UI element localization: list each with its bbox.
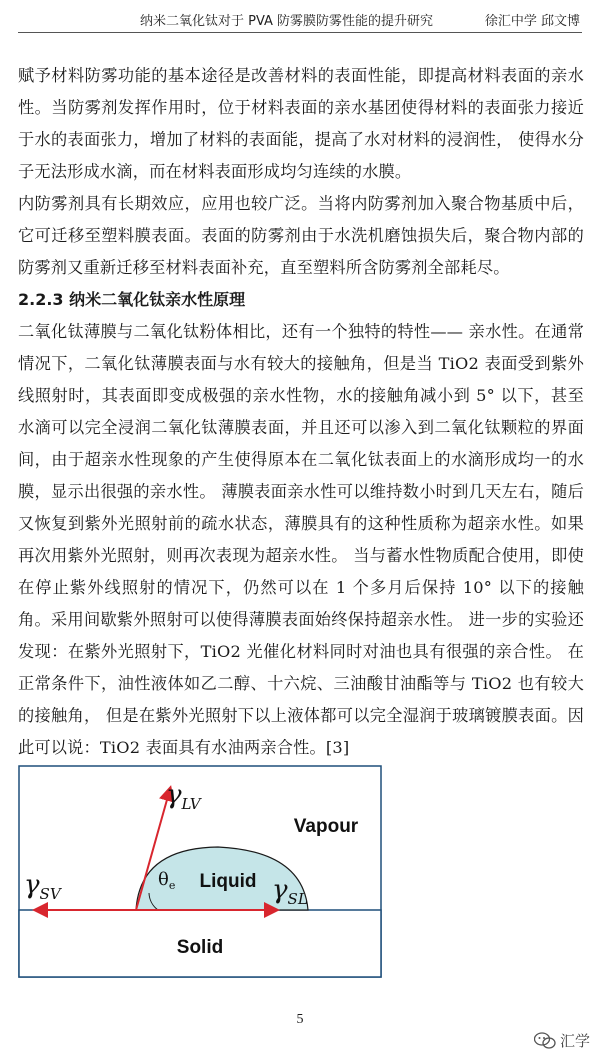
- page-number: 5: [296, 1012, 304, 1027]
- paragraph-tio2-principle: 二氧化钛薄膜与二氧化钛粉体相比，还有一个独特的特性—— 亲水性。在通常情况下，二氧化钛薄膜表面与水有较大的接触角，但是当 TiO2 表面受到紫外线照射时，其表面即变成极强的亲水性物，水的接触角减小到 5° 以下，甚至水滴可以完全浸润二氧化钛薄膜表面，并且还可以渗入到二氧化钛颗粒的界面间，由于超亲水性现象的产生使得原本在二氧化钛表面上的水滴形成均一的水膜，显示出很强的亲水性。 薄膜表面亲水性可以维持数小时到几天左右，随后又恢复到紫外光照射前的疏水状态，薄膜具有的这种性质称为超亲水性。如果再次用紫外光照射，则再次表现为超亲水性。 当与蓄水性物质配合使用，即使在停止紫外线照射的情况下，仍然可以在 1 个多月后保持 10° 以下的接触角。采用间歇紫外照射可以使得薄膜表面始终保持超亲水性。 进一步的实验还发现：在紫外光照射下，TiO2 光催化材料同时对油也具有很强的亲合性。 在正常条件下，油性液体如乙二醇、十六烷、三油酸甘油酯等与 TiO2 也有较大的接触角， 但是在紫外光照射下以上液体都可以完全湿润于玻璃镀膜表面。因此可以说：TiO2 表面具有水油两亲合性。[3]: [18, 322, 584, 757]
- section-heading: 2.2.3 纳米二氧化钛亲水性原理: [18, 290, 246, 309]
- gamma-sl-subscript: SL: [287, 890, 308, 908]
- contact-angle-diagram: [18, 765, 382, 978]
- gamma-sv-subscript: SV: [39, 885, 61, 903]
- header-author: 徐汇中学 邱文博: [484, 14, 580, 29]
- gamma-sl-symbol: γ: [272, 875, 288, 905]
- watermark: [534, 1030, 590, 1051]
- chat-bubble-icon: [534, 1032, 556, 1050]
- paragraph-internal-antifog: 内防雾剂具有长期效应，应用也较广泛。当将内防雾剂加入聚合物基质中后，它可迁移至塑料膜表面。表面的防雾剂由于水洗机磨蚀损失后，聚合物内部的防雾剂又重新迁移至材料表面补充，直至塑料所含防雾剂全部耗尽。: [18, 194, 584, 277]
- gamma-sv-symbol: γ: [24, 870, 40, 900]
- document-body: [18, 60, 584, 764]
- page-header: [18, 6, 582, 33]
- vapour-label: Vapour: [293, 816, 359, 837]
- solid-label: Solid: [176, 937, 224, 958]
- watermark-text: 汇学: [559, 1032, 590, 1050]
- paragraph-hydrophilic-surface: 赋予材料防雾功能的基本途径是改善材料的表面性能，即提高材料表面的亲水性。当防雾剂发挥作用时，位于材料表面的亲水基团使得材料的表面张力接近于水的表面张力，增加了材料的表面能，提高了水对材料的浸润性， 使得水分子无法形成水滴，而在材料表面形成均匀连续的水膜。: [18, 66, 584, 181]
- theta-symbol: θ: [158, 869, 169, 890]
- gamma-lv-symbol: γ: [166, 780, 182, 810]
- gamma-lv-subscript: LV: [181, 795, 201, 813]
- header-title: 纳米二氧化钛对于 PVA 防雾膜防雾性能的提升研究: [140, 14, 434, 29]
- theta-subscript: e: [168, 879, 176, 892]
- liquid-label: Liquid: [199, 871, 257, 892]
